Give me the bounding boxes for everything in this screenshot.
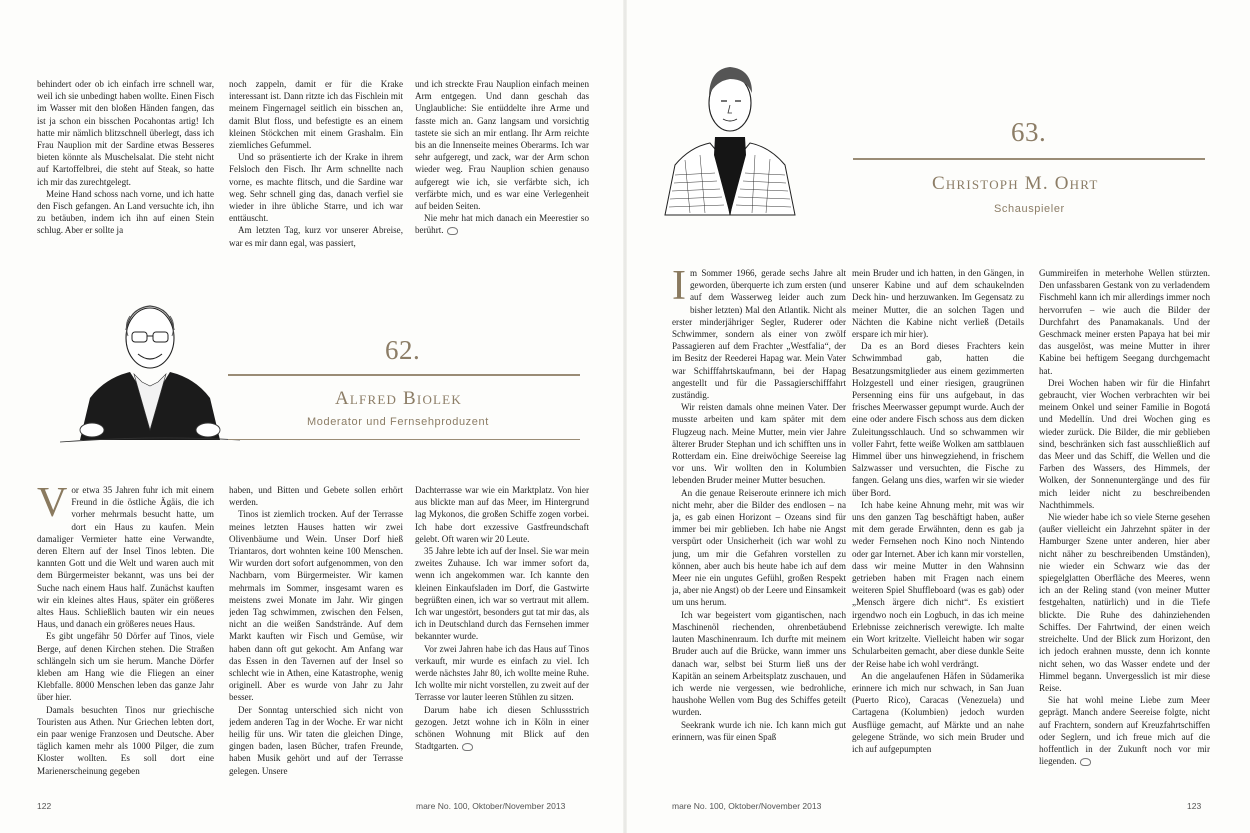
paragraph — [852, 340, 1024, 499]
entry-number: 63. — [1011, 117, 1047, 147]
paragraph-text: Der Sonntag unterschied sich nicht von jedem anderen Tag in der Woche. Er war nicht heilig für uns. Wir taten die gleichen Dinge, gingen baden, lasen Bücher, trafen Freunde, haben Musik gehört und auf der Terrasse gelegen. Unsere — [229, 704, 403, 776]
right-column-2 — [852, 267, 1024, 796]
entry-name: Alfred Biolek — [335, 388, 462, 409]
right-page — [625, 0, 1250, 833]
paragraph-text: Vor zwei Jahren habe ich das Haus auf Tinos verkauft, mir wurde es einfach zu viel. Ich werde nächstes Jahr 80, ich wollte meine Ruhe. Ich wollte mir nicht vorstellen, zu zweit auf der Terrasse vor lauter leeren Stühlen zu sitzen. — [415, 643, 589, 703]
left-bottom-column-2 — [229, 484, 403, 796]
paragraph-text: Am letzten Tag, kurz vor unserer Abreise, war es mir dann egal, was passiert, — [229, 225, 403, 248]
paragraph — [852, 670, 1024, 755]
right-column-3 — [1039, 267, 1210, 796]
paragraph-text: Und so präsentierte ich der Krake in ihrem Felsloch den Fisch. Ihr Arm schnellte nach vorne, es machte flitsch, und die Sardine war weg. Sehr schnell ging das, danach verfiel sie wieder in ihre übliche Starre, und ich war enttäuscht. — [229, 152, 403, 224]
paragraph — [1039, 377, 1210, 511]
paragraph-text: Seekrank wurde ich nie. Ich kann mich gut erinnern, was für einen Spaß — [672, 719, 846, 742]
paragraph-text: noch zappeln, damit er für die Krake interessant ist. Dann ritzte ich das Fischlein mit meinem Fingernagel seitlich ein bisschen an, damit Blut floss, und befestigte es an einem kleinen Stöckchen mit einem Grashalm. Ein ziemliches Gefummel. — [229, 79, 403, 151]
paragraph — [229, 151, 403, 224]
paragraph-text: Dachterrasse war wie ein Marktplatz. Von hier aus blickte man auf das Meer, im Hintergrund lag Mykonos, die großen Schiffe zogen vorbei. Ich habe dort exzessive Gastfreundschaft gelebt. Oft waren wir 20 Leute. — [415, 485, 589, 544]
paragraph — [672, 487, 846, 609]
paragraph-text: Es gibt ungefähr 50 Dörfer auf Tinos, viele Berge, auf denen Kirchen stehen. Die Straßen schlängeln sich um sie herum. Manche Dörfer kleben am Hang wie die Fliegen an einer Klebfalle. 8000 Menschen leben das ganze Jahr über hier. — [37, 631, 214, 703]
paragraph — [37, 630, 214, 703]
paragraph-text: Meine Hand schoss nach vorne, und ich hatte den Fisch gefangen. An Land versuchte ich, ihn zu betäuben, indem ich ihn auf einen Stein schlug. Aber er sollte ja — [37, 188, 214, 236]
paragraph — [37, 484, 214, 630]
paragraph-text: behindert oder ob ich einfach irre schnell war, weil ich sie unbedingt haben wollte. Einen Fisch im Wasser mit den bloßen Händen fangen, das ist ja schon ein bisschen Pocahontas artig! Ich hatte mir nämlich blitzschnell überlegt, dass ich Frau Nauplion mit der Sardine etwas Besseres bieten könnte als Muschelsalat. Die steht nicht auf Kartoffelbrei, die steht auf Steak, so hatte ich mir das zurechtgelegt. — [37, 79, 214, 187]
paragraph-text: Drei Wochen haben wir für die Hinfahrt gebraucht, vier Wochen verbrachten wir bei meinem Onkel und seiner Familie in Bogotá und Medellín. Und drei Wochen ging es wieder zurück. Die Bilder, die mir geblieben sind, beschränken sich fast ausschließlich auf das Meer und das Schiff, die Wellen und die Farben des Wassers, des Himmels, der Wolken, der Sonnenuntergänge und des für mich leider nicht zu beschreibenden Nachthimmels. — [1039, 377, 1210, 510]
paragraph — [672, 609, 846, 719]
paragraph — [415, 545, 589, 643]
entry-name: Christoph M. Ohrt — [932, 173, 1099, 194]
paragraph-text: Tinos ist ziemlich trocken. Auf der Terrasse meines letzten Hauses hatten wir zwei Olivenbäume und Wein. Unser Dorf hieß Triantaros, dort wohnten keine 100 Menschen. Wir wurden dort sofort aufgenommen, von den Nachbarn, vom Bürgermeister. Wir kamen mehrmals im Sommer, insgesamt waren es meistens zwei Monate im Jahr. Wir gingen jeden Tag schwimmen, zwischen den Felsen, nicht an die weißen Sandstrände. Auf dem Markt kauften wir Fisch und Gemüse, wir haben dann oft gut gekocht. Am Anfang war das Essen in den Tavernen auf der Insel so schlecht wie in Athen, eine Katastrophe, wenig originell. Aber es wurde von Jahr zu Jahr besser. — [229, 509, 403, 703]
left-top-column-3 — [415, 78, 589, 281]
paragraph — [672, 401, 846, 486]
christoph-ohrt-portrait-icon — [660, 55, 800, 220]
paragraph — [672, 719, 846, 743]
paragraph — [229, 704, 403, 777]
paragraph-text: Da es an Bord dieses Frachters kein Schwimmbad gab, hatten die Besatzungsmitglieder aus einem gezimmerten Holzgestell und einer riesigen, graugrünen Persenning eins für uns aufgebaut, in das frisches Meerwasser gepumpt wurde. Auch der eine oder andere Fisch schoss aus dem dicken Zuleitungsschlauch. Und so schwammen wir voller Fahrt, fette weiße Wolken am sattblauen Himmel über uns hinwegziehend, in frischem Salzwasser und versuchten, die Fische zu fangen. Gelang uns dies, warfen wir sie wieder über Bord. — [852, 341, 1024, 498]
entry-role: Moderator und Fernsehproduzent — [307, 416, 489, 428]
paragraph — [37, 704, 214, 777]
paragraph — [415, 643, 589, 704]
paragraph-text: haben, und Bitten und Gebete sollen erhört werden. — [229, 485, 403, 508]
paragraph — [1039, 694, 1210, 767]
paragraph — [415, 704, 589, 753]
entry-role: Schauspieler — [994, 203, 1065, 215]
end-of-article-icon — [447, 227, 458, 235]
entry-rule-top — [228, 374, 580, 376]
paragraph-text: mein Bruder und ich hatten, in den Gängen, in unserer Kabine und auf dem schaukelnden Deck hin- und herzuwanken. Im Gegensatz zu meiner Mutter, die an solchen Tagen und Nächten die Kabine nicht verließ (Details erspare ich mir hier). — [852, 268, 1024, 340]
paragraph-text: Nie wieder habe ich so viele Sterne gesehen (außer vielleicht ein Jahrzehnt später in der Hamburger Szene unter anderen, hier aber nicht näher zu beschreibenden Umständen), nie wieder ein Schwarz wie das der spiegelglatten Oberfläche des Meeres, wenn ich an der Reling stand (von meiner Mutter festgehalten, natürlich) und in die Tiefe blickte. Die Ruhe des dahinziehenden Schiffes. Der Fahrtwind, der einen weich streichelte. Und der Blick zum Horizont, den ich jedoch erahnen musste, denn ich konnte nicht sehen, wo das Wasser endete und der Himmel begann. Unvergesslich ist mir diese Reise. — [1039, 512, 1210, 693]
paragraph — [1039, 511, 1210, 694]
paragraph-text: or etwa 35 Jahren fuhr ich mit einem Freund in die östliche Ägäis, die ich vorher mehrmals besucht hatte, um dort ein Haus zu kaufen. Mein damaliger Vermieter hatte eine Verwandte, deren Eltern auf der Insel Tinos lebten. Die kannten Gott und die Welt und waren auch mit dem Bürgermeister bekannt, was uns bei der Suche nach einem Haus half. Zunächst kauften wir ein kleines altes Haus, später ein größeres altes Haus. Schließlich bauten wir ein neues Haus, und danach ein größeres neues Haus. — [37, 485, 214, 630]
paragraph — [672, 267, 846, 401]
paragraph-text: An die angelaufenen Häfen in Südamerika erinnere ich mich nur schwach, in San Juan (Puerto Rico), Caracas (Venezuela) und Cartagena (Kolumbien) jedoch wurden Ausflüge gemacht, auf Märkte und an nahe gelegene Strände, wo sich mein Bruder und ich auf aufgepumpten — [852, 670, 1024, 754]
end-of-article-icon — [1080, 758, 1091, 766]
paragraph — [37, 188, 214, 237]
entry-rule-top — [853, 158, 1205, 160]
drop-cap: I — [672, 267, 686, 309]
paragraph-text: Wir reisten damals ohne meinen Vater. Der musste arbeiten und kam später mit dem Flugzeug nach. Meine Mutter, mein vier Jahre älterer Bruder Stephan und ich schifften uns in Rotterdam ein. Eine dreiwöchige Seereise lag vor uns. Wir wollten den in Kolumbien lebenden Bruder meiner Mutter besuchen. — [672, 402, 846, 486]
paragraph-text: Damals besuchten Tinos nur griechische Touristen aus Athen. Nur Griechen lebten dort, ein paar wenige Franzosen und Deutsche. Aber täglich kamen mehr als 1000 Pilger, die zum Kloster wollten. Es soll dort eine Marienerscheinung gegeben — [37, 704, 214, 776]
entry-number: 62. — [385, 335, 421, 365]
magazine-issue-right: mare No. 100, Oktober/November 2013 — [672, 801, 822, 811]
paragraph-text: Gummireifen in meterhohe Wellen stürzten. Den unfassbaren Gestank von zu verladendem Fischmehl kann ich mir allerdings immer noch hervorrufen – wie auch die Bilder der Durchfahrt des Panamakanals. Und der Geschmack meiner ersten Papaya hat bei mir das ausgelöst, was meine Mutter in ihrer Kabine bei heftigem Seegang durchgemacht hat. — [1039, 268, 1210, 376]
paragraph-text: Ich war begeistert vom gigantischen, nach Maschinenöl riechenden, ohrenbetäubend lauten Maschinenraum. Ich durfte mit meinem Bruder auch auf die Brücke, wann immer uns danach war, selbst bei Sturm ließ uns der Kapitän an seinem Arbeitsplatz zuschauen, und ich werde nie vergessen, wie bedrohliche, haushohe Wellen vom Bug des Schiffes geteilt wurden. — [672, 609, 846, 718]
paragraph — [415, 78, 589, 212]
left-bottom-column-1 — [37, 484, 214, 796]
paragraph — [1039, 267, 1210, 377]
paragraph — [229, 224, 403, 248]
paragraph — [415, 212, 589, 236]
paragraph — [415, 484, 589, 545]
paragraph-text: Sie hat wohl meine Liebe zum Meer geprägt. Manch andere Seereise folgte, nicht auf Frachtern, sondern auf Kreuzfahrtschiffen oder Seglern, und ich freue mich auf die hoffentlich in der Zukunft noch vor mir liegenden. — [1039, 695, 1210, 767]
paragraph — [229, 484, 403, 508]
end-of-article-icon — [462, 743, 473, 751]
paragraph-text: Nie mehr hat mich danach ein Meerestier so berührt. — [415, 213, 589, 236]
paragraph-text: und ich streckte Frau Nauplion einfach meinen Arm entgegen. Und dann geschah das Unglaubliche: Sie entüddelte ihre Arme und fasste mich an. Ganz langsam und vorsichtig tastete sie sich an mir entlang. Ihr Arm reichte bis an die Innenseite meines Oberarms. Ich war sehr aufgeregt, und zack, war der Arm schon wieder weg. Frau Nauplion schien genauso aufgeregt wie ich, sie verfärbte sich, ich verfärbte mich, und es war eine Verlegenheit auf beiden Seiten. — [415, 79, 589, 212]
alfred-biolek-portrait-icon — [60, 290, 240, 450]
paragraph-text: Ich habe keine Ahnung mehr, mit was wir uns den ganzen Tag beschäftigt haben, außer mit dem gerade Erwähnten, denn es gab ja weder Fernsehen noch Kino noch Nintendo oder gar Internet. Aber ich kann mir vorstellen, dass wir meine Mutter in den Wahnsinn getrieben haben mit Fragen nach einem weiteren Spiel Shuffleboard (was es gab) oder „Mensch ärgere dich nicht“. Es existiert irgendwo noch ein Logbuch, in das ich meine Erlebnisse zeichnerisch verewigte. Ich malte ein Wort kritzelte. Vielleicht haben wir sogar Schularbeiten gemacht, aber diese dunkle Seite der Reise habe ich wohl verdrängt. — [852, 499, 1024, 669]
entry-rule-bottom — [228, 439, 580, 440]
drop-cap: V — [37, 484, 68, 526]
paragraph — [852, 267, 1024, 340]
paragraph — [229, 78, 403, 151]
paragraph-text: Darum habe ich diesen Schlussstrich gezogen. Jetzt wohne ich in Köln in einer schönen Wohnung mit Blick auf den Stadtgarten. — [415, 704, 589, 752]
left-top-column-1 — [37, 78, 214, 281]
paragraph — [229, 508, 403, 703]
page-number-left: 122 — [37, 801, 52, 811]
left-bottom-column-3 — [415, 484, 589, 796]
magazine-issue-left: mare No. 100, Oktober/November 2013 — [416, 801, 566, 811]
paragraph — [852, 499, 1024, 670]
paragraph-text: 35 Jahre lebte ich auf der Insel. Sie war mein zweites Zuhause. Ich war immer sofort da, wenn ich angekommen war. Ich kannte den kleinen Einkaufsladen im Dorf, die Gastwirte begrüßten einen, ich war so vertraut mit allem. Ich war ungestört, besonders gut tat mir das, als ich in Deutschland durch das Fernsehen immer bekannter wurde. — [415, 546, 589, 642]
paragraph-text: m Sommer 1966, gerade sechs Jahre alt geworden, überquerte ich zum ersten (und auf dem Wasserweg leider auch zum bisher letzten) Mal den Atlantik. Nicht als erster minderjähriger Segler, Ruderer oder Schwimmer, sondern als einer von zwölf Passagieren auf dem Frachter „Westfalia“, der im Besitz der Reederei Hapag war. Mein Vater war Schifffahrtskaufmann, bei der Hapag angestellt und für die Passagierschifffahrt zuständig. — [672, 268, 846, 401]
page-number-right: 123 — [1187, 801, 1202, 811]
left-top-column-2 — [229, 78, 403, 281]
right-column-1 — [672, 267, 846, 796]
paragraph — [37, 78, 214, 188]
paragraph-text: An die genaue Reiseroute erinnere ich mich nicht mehr, aber die Bilder des endlosen – na ja, es gab einen Horizont – Ozeans sind für immer bei mir geblieben. Ich habe nie Angst verspürt oder Unsicherheit (ich war wohl zu jung, um mir die Gefahren vorstellen zu können, aber auch bis heute habe ich auf dem Meer nie ein ungutes Gefühl, großen Respekt ja, aber nie Angst) ob der Leere und Einsamkeit um uns herum. — [672, 487, 846, 608]
